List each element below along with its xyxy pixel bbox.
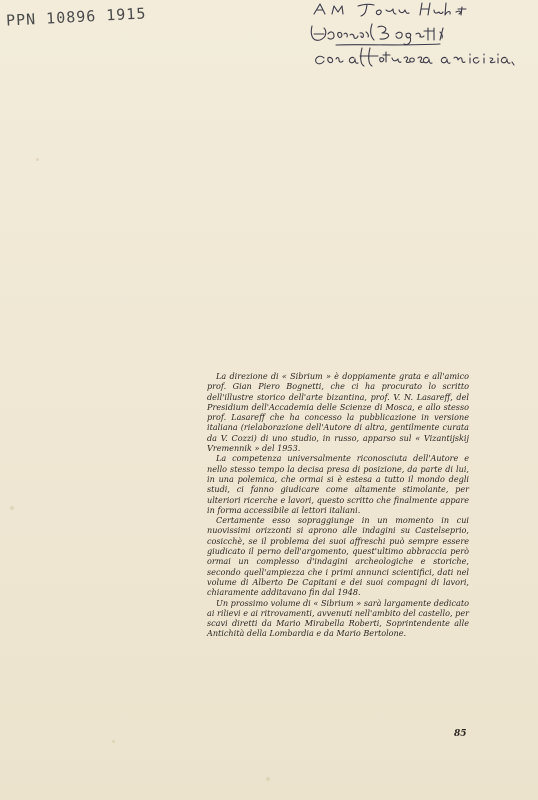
paragraph: Un prossimo volume di « Sibrium » sarà largamente dedicato ai rilievi e ai ritrovamenti, avvenuti nell'ambito del castello, per scavi diretti da Mario Mirabella Roberti, Soprintendente alle Antichità della Lombardia e da Mario Bertolone.: [207, 597, 469, 639]
body-text: [207, 371, 469, 639]
paragraph: Certamente esso sopraggiunge in un momento in cui nuovissimi orizzonti si aprono alle indagini su Castelseprio, cosicchè, se il problema dei suoi affreschi può sempre essere giudicato il perno dell'argomento, quest'ultimo abbraccia però ormai un complesso d'indagini archeologiche e storiche, secondo quell'ampiezza che i primi annunci scientifici, dati nel volume di Alberto De Capitani e dei suoi compagni di lavori, chiaramente additavano fin dal 1948.: [207, 515, 469, 598]
library-stamp: PPN 10896 1915: [5, 4, 147, 30]
paragraph: La competenza universalmente riconosciuta dell'Autore e nello stesso tempo la decisa presa di posizione, da parte di lui, in una polemica, che ormai si è estesa a tutto il mondo degli studi, ci fanno giudicare come altamente stimolante, per ulteriori ricerche e lavori, questo scritto che finalmente appare in forma accessibile ai lettori italiani.: [207, 453, 469, 515]
paper-spot: [10, 506, 14, 510]
handwritten-dedication: [300, 0, 536, 76]
paragraph: La direzione di « Sibrium » è doppiamente grata e all'amico prof. Gian Piero Bognetti, che ci ha procurato lo scritto dell'illustre storico dell'arte bizantina, prof. V. N. Lasareff, del Presidium dell'Accademia delle Scienze di Mosca, e allo stesso prof. Lasareff che ha concesso la pubblicazione in versione italiana (rielaborazione dell'Autore di altra, gentilmente curata da V. Cozzi) di uno studio, in russo, apparso sul « Vizantijskij Vremennik » del 1953.: [207, 371, 469, 454]
paper-spot: [112, 740, 115, 743]
handwriting-image: [300, 0, 536, 76]
paper-spot: [36, 158, 39, 161]
page-number: 85: [454, 729, 467, 739]
paper-spot: [266, 777, 270, 781]
